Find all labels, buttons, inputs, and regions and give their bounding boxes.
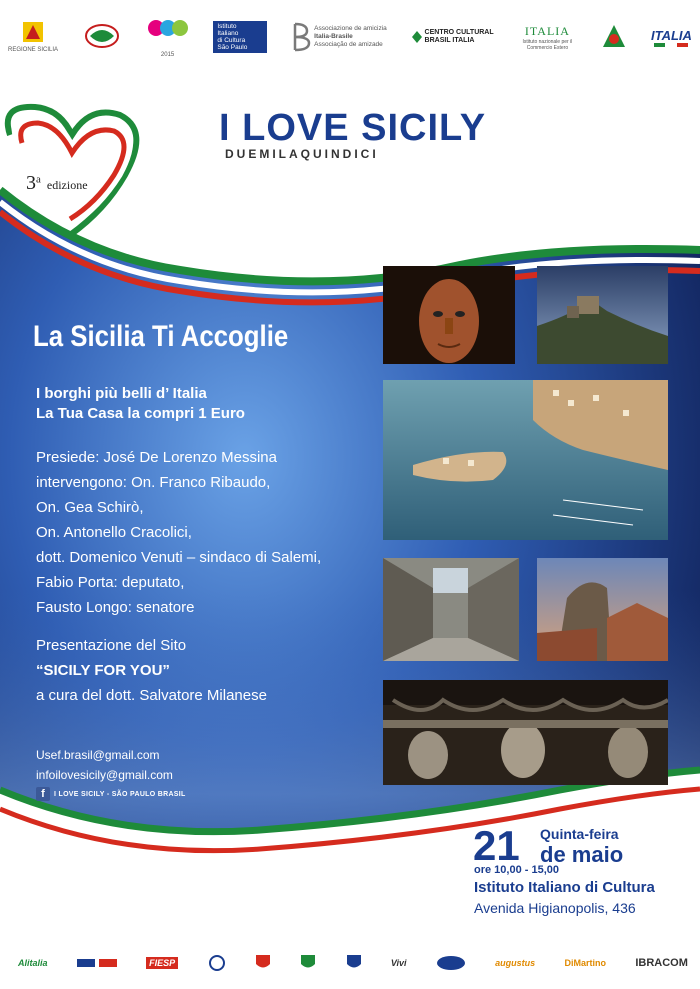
regione-flag-logo [601, 23, 627, 51]
event-title [215, 107, 505, 162]
sponsor-shield [255, 954, 271, 972]
event-day: 21 [473, 822, 520, 869]
speaker-line: Fausto Longo: senatore [36, 599, 195, 616]
edition-sup: a [36, 173, 41, 186]
logo-band [0, 0, 700, 70]
facebook-icon: f [36, 787, 50, 801]
centro-text-1: CENTRO CULTURAL [424, 29, 494, 36]
sponsor-dimartino: DiMartino [564, 958, 607, 968]
sponsor-logo [436, 955, 466, 971]
sponsor-fiesp: FIESP [146, 957, 178, 969]
photo-harbor [383, 380, 668, 540]
sponsor-logo [208, 954, 226, 972]
sponsor-shield [346, 954, 362, 972]
assoc-text-2: Italia-Brasile [314, 33, 353, 40]
heart-ribbon [0, 95, 160, 245]
logo-caption: 2015 [160, 52, 175, 58]
assoc-text-1: Associazione de amicizia [314, 25, 387, 32]
photo-castle [537, 266, 668, 364]
email-link[interactable]: infoilovesicily@gmail.com [36, 768, 173, 782]
photo-hilltop [537, 558, 668, 661]
headline: La Sicilia Ti Accoglie [33, 320, 289, 353]
sponsor-logo [77, 956, 117, 970]
italia-text: ITALIA [524, 23, 570, 38]
istituto-text-4: São Paulo [217, 44, 248, 51]
sponsor-ibracom: IBRACOM [635, 957, 688, 969]
italia-sub: Istituto nazionale per il Commercio Estero [522, 38, 573, 51]
italia-enit-logo [651, 28, 692, 47]
email-link[interactable]: Usef.brasil@gmail.com [36, 748, 160, 762]
subtitle-2: La Tua Casa la compri 1 Euro [36, 405, 245, 422]
speaker-line: On. Gea Schirò, [36, 499, 144, 516]
italia-ice-logo [517, 24, 577, 51]
speaker-line: dott. Domenico Venuti – sindaco di Salemi, [36, 549, 322, 566]
edition-number: 3 [26, 172, 36, 194]
photo-mask [383, 266, 515, 364]
logo-row [8, 12, 692, 62]
photo-street [383, 558, 519, 661]
camera-commercio-logo [82, 22, 122, 52]
subtitle-1: I borghi più belli d’ Italia [36, 385, 207, 402]
istituto-text-2: Italiano [217, 30, 239, 37]
photo-balcony [383, 680, 668, 785]
speaker-line: Fabio Porta: deputato, [36, 574, 185, 591]
facebook-link[interactable] [36, 787, 186, 801]
sponsor-augustus: augustus [495, 958, 536, 968]
sponsor-vivi: Vivi [390, 958, 407, 968]
title-sub: DUEMILAQUINDICI [225, 147, 379, 161]
speaker-line: On. Antonello Cracolici, [36, 524, 192, 541]
event-hours: ore 10,00 - 15,00 [474, 864, 560, 876]
centro-text-2: BRASIL ITALIA [424, 37, 475, 44]
presentation-line: Presentazione del Sito [36, 637, 187, 654]
edition-word: edizione [46, 178, 88, 192]
speaker-line: Presiede: José De Lorenzo Messina [36, 449, 277, 466]
enit-text: ITALIA [650, 27, 692, 43]
logo-caption: REGIONE SICILIA [8, 47, 59, 53]
facebook-text: I LOVE SICILY - SÃO PAULO BRASIL [54, 790, 186, 798]
istituto-text-1: Istituto [217, 23, 237, 30]
event-venue: Istituto Italiano di Cultura [474, 879, 655, 896]
edition-label [26, 172, 88, 195]
istituto-text-3: di Cultura [217, 37, 246, 44]
presentation-site: “SICILY FOR YOU” [36, 662, 170, 679]
event-weekday: Quinta-feira [540, 826, 619, 842]
sponsor-shield [300, 954, 316, 972]
istituto-italiano-cultura-logo [213, 21, 267, 53]
presentation-curator: a cura del dott. Salvatore Milanese [36, 687, 267, 704]
festa-america-latina-logo [146, 16, 190, 58]
sponsor-row [18, 945, 688, 981]
centro-cultural-logo [411, 29, 494, 45]
sponsor-alitalia: Alitalia [18, 958, 48, 968]
title-main: I LOVE SICILY [219, 107, 487, 149]
assoc-text-3: Associação de amizade [314, 41, 383, 48]
event-month: de maio [540, 842, 624, 867]
regione-sicilia-logo [8, 21, 58, 53]
associazione-amicizia-logo [291, 22, 387, 52]
event-address: Avenida Higianopolis, 436 [474, 900, 636, 916]
speaker-line: intervengono: On. Franco Ribaudo, [36, 474, 271, 491]
